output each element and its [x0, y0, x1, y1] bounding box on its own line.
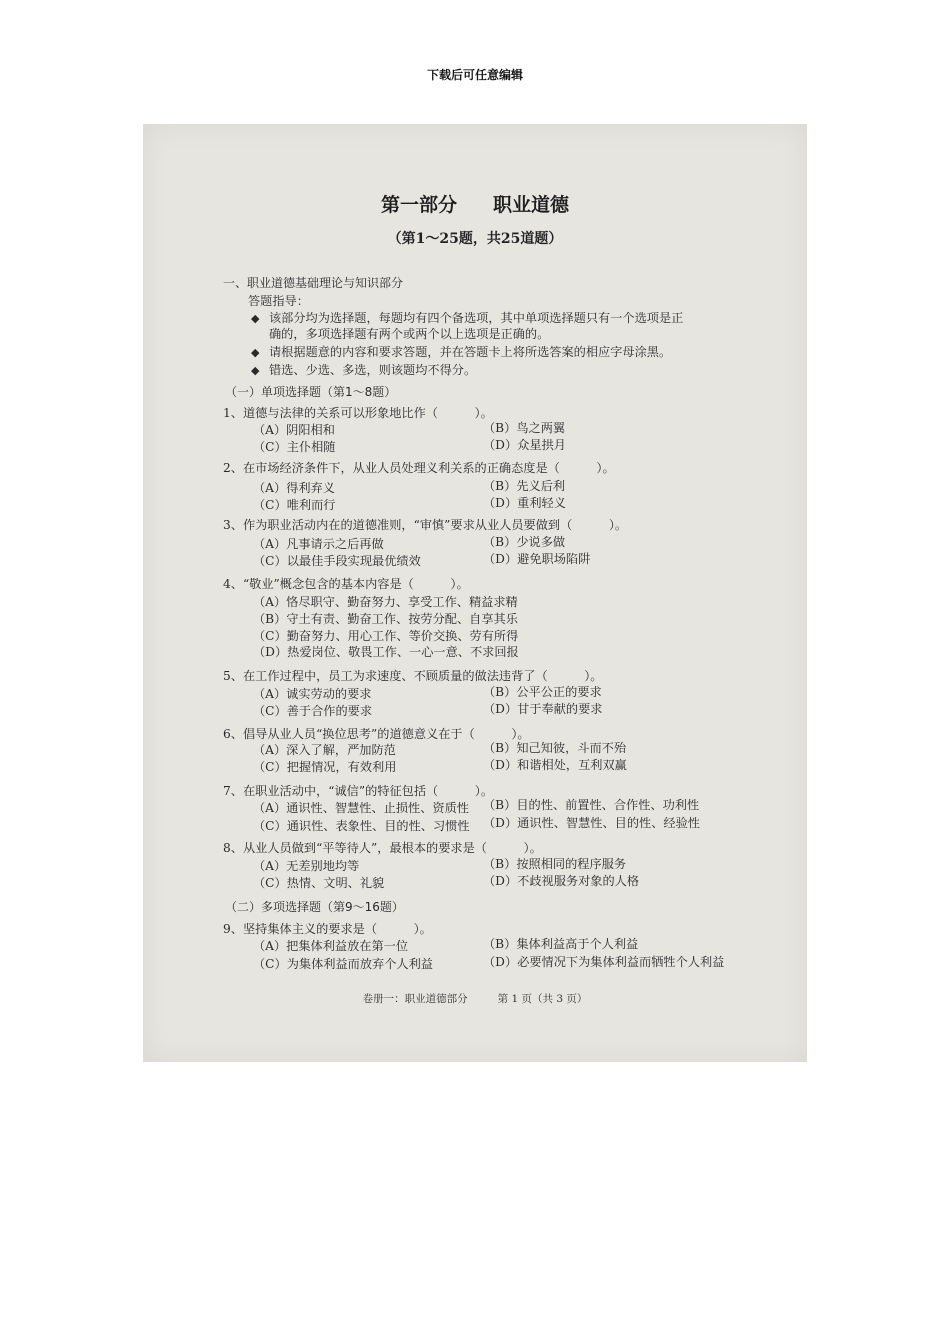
question-4-option-c: （C）勤奋努力、用心工作、等价交换、劳有所得	[253, 629, 519, 643]
question-8-stem: 8、从业人员做到“平等待人”，最根本的要求是（ ）。	[223, 841, 542, 855]
download-banner: 下载后可任意编辑	[426, 68, 523, 82]
question-1-option-a: （A）阴阳相和	[253, 423, 335, 437]
question-3-stem: 3、作为职业活动内在的道德准则，“审慎”要求从业人员要做到（ ）。	[223, 518, 628, 532]
question-7-option-b: （B）目的性、前置性、合作性、功利性	[483, 798, 700, 812]
question-9-stem: 9、坚持集体主义的要求是（ ）。	[223, 922, 432, 936]
question-3-option-c: （C）以最佳手段实现最优绩效	[253, 554, 421, 568]
question-1-option-b: （B）鸟之两翼	[483, 421, 566, 435]
question-7-option-a: （A）通识性、智慧性、止损性、资质性	[253, 801, 469, 815]
footer-page-number: 第 1 页（共 3 页）	[497, 993, 588, 1005]
question-8-option-c: （C）热情、文明、礼貌	[253, 876, 385, 890]
question-6-stem: 6、倡导从业人员“换位思考”的道德意义在于（ ）。	[223, 727, 530, 741]
question-5-option-d: （D）甘于奉献的要求	[483, 702, 603, 716]
question-8-option-b: （B）按照相同的程序服务	[483, 857, 627, 871]
question-1-stem: 1、道德与法律的关系可以形象地比作（ ）。	[223, 406, 493, 420]
question-2-option-c: （C）唯利而行	[253, 498, 336, 512]
question-3-option-a: （A）凡事请示之后再做	[253, 537, 384, 551]
question-5-option-c: （C）善于合作的要求	[253, 704, 373, 718]
question-2-option-b: （B）先义后利	[483, 479, 566, 493]
multi-choice-heading: （二）多项选择题（第9～16题）	[225, 900, 404, 914]
scanned-exam-page	[143, 124, 807, 1062]
question-7-option-d: （D）通识性、智慧性、目的性、经验性	[483, 816, 700, 830]
question-3-option-d: （D）避免职场陷阱	[483, 552, 591, 566]
part-number: 第一部分	[380, 194, 457, 216]
question-2-option-d: （D）重利轻义	[483, 496, 566, 510]
single-choice-heading: （一）单项选择题（第1～8题）	[225, 385, 397, 399]
question-1-option-c: （C）主仆相随	[253, 440, 336, 454]
part-subject: 职业道德	[493, 194, 570, 216]
question-4-stem: 4、“敬业”概念包含的基本内容是（ ）。	[223, 577, 469, 591]
question-9-option-a: （A）把集体利益放在第一位	[253, 939, 409, 953]
guide-label: 答题指导：	[248, 294, 309, 308]
guide-bullet-1: ◆ 该部分均为选择题，每题均有四个备选项，其中单项选择题只有一个选项是正	[269, 311, 683, 326]
question-3-option-b: （B）少说多做	[483, 535, 566, 549]
question-6-option-d: （D）和谐相处，互利双赢	[483, 758, 627, 772]
question-9-option-d: （D）必要情况下为集体利益而牺牲个人利益	[483, 955, 725, 969]
question-6-option-a: （A）深入了解，严加防范	[253, 743, 396, 757]
part-subtitle: （第1～25题，共25道题）	[387, 231, 563, 247]
page-footer	[143, 991, 807, 1006]
question-8-option-a: （A）无差别地均等	[253, 859, 360, 873]
question-4-option-d: （D）热爱岗位、敬畏工作、一心一意、不求回报	[253, 645, 519, 659]
question-4-option-a: （A）恪尽职守、勤奋努力、享受工作、精益求精	[253, 595, 518, 609]
question-9-option-b: （B）集体利益高于个人利益	[483, 937, 639, 951]
question-2-option-a: （A）得利弃义	[253, 481, 335, 495]
question-7-stem: 7、在职业活动中，“诚信”的特征包括（ ）。	[223, 784, 494, 798]
footer-volume: 卷册一：职业道德部分	[362, 993, 468, 1005]
question-9-option-c: （C）为集体利益而放弃个人利益	[253, 957, 433, 971]
part-title	[143, 190, 807, 217]
section-title: 一、职业道德基础理论与知识部分	[223, 276, 404, 290]
guide-bullet-1-cont: 确的，多项选择题有两个或两个以上选项是正确的。	[269, 327, 550, 341]
guide-bullet-2: ◆ 请根据题意的内容和要求答题，并在答题卡上将所选答案的相应字母涂黑。	[269, 345, 671, 360]
question-5-option-a: （A）诚实劳动的要求	[253, 687, 372, 701]
question-8-option-d: （D）不歧视服务对象的人格	[483, 874, 640, 888]
question-5-option-b: （B）公平公正的要求	[483, 685, 602, 699]
question-1-option-d: （D）众星拱月	[483, 438, 566, 452]
question-4-option-b: （B）守土有责、勤奋工作、按劳分配、自享其乐	[253, 612, 518, 626]
question-7-option-c: （C）通识性、表象性、目的性、习惯性	[253, 819, 470, 833]
question-2-stem: 2、在市场经济条件下，从业人员处理义利关系的正确态度是（ ）。	[223, 461, 615, 475]
question-6-option-b: （B）知己知彼，斗而不殆	[483, 741, 627, 755]
question-6-option-c: （C）把握情况，有效利用	[253, 760, 397, 774]
guide-bullet-3: ◆ 错选、少选、多选，则该题均不得分。	[269, 363, 476, 378]
question-5-stem: 5、在工作过程中，员工为求速度、不顾质量的做法违背了（ ）。	[223, 669, 603, 683]
